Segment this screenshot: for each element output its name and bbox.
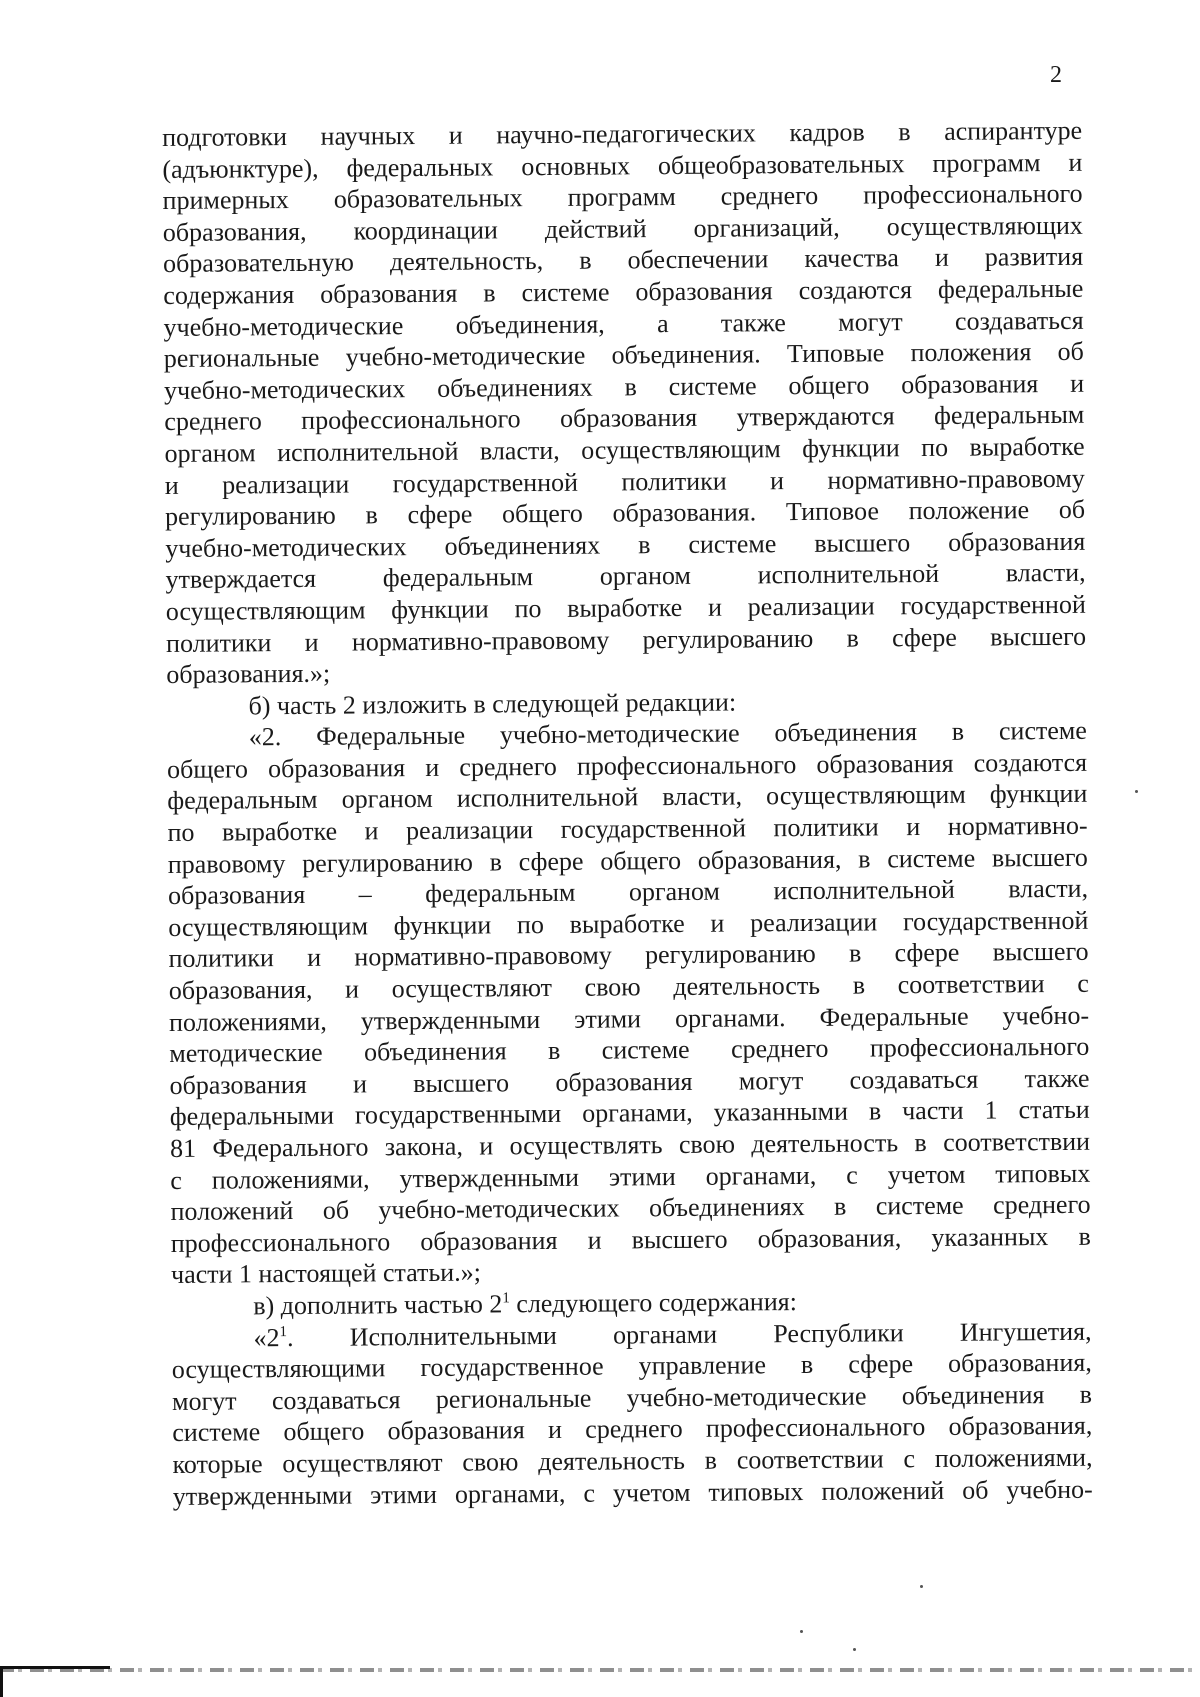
text-line: учебно-методические объединения, а также могут создаваться: [163, 305, 1084, 342]
text-line: образования и высшего образования могут создаваться также: [169, 1063, 1090, 1100]
text-line: политики и нормативно-правовому регулированию в сфере высшего: [168, 937, 1089, 974]
scan-edge-mark: [0, 1666, 110, 1669]
text-line: и реализации государственной политики и нормативно-правовому: [164, 463, 1085, 500]
scan-edge-line: [0, 1668, 1200, 1672]
text-line: регулированию в сфере общего образования. Типовое положение об: [164, 494, 1086, 532]
superscript: 1: [502, 1290, 510, 1307]
scan-speck: [853, 1648, 856, 1651]
text-line: (адъюнктуре), федеральных основных общеобразовательных программ и: [162, 147, 1083, 184]
text-line: примерных образовательных программ среднего профессионального: [162, 178, 1083, 216]
text-line: б) часть 2 изложить в следующей редакции:: [248, 687, 737, 721]
text-line: положений об учебно-методических объединениях в системе среднего: [170, 1189, 1091, 1227]
text-line: учебно-методических объединениях в системе общего образования и: [163, 368, 1085, 405]
text-line: 81 Федерального закона, и осуществлять свою деятельность в соответствии: [169, 1126, 1091, 1163]
scan-corner-mark: [0, 1666, 3, 1697]
text-line: федеральными государственными органами, указанными в части 1 статьи: [169, 1095, 1090, 1132]
text-line: «2. Федеральные учебно-методические объединения в системе: [248, 716, 1087, 752]
text-line: по выработке и реализации государственной политики и нормативно-: [167, 810, 1088, 848]
text-line: положениями, утвержденными этими органами. Федеральные учебно-: [168, 1000, 1090, 1037]
text-line: образовательную деятельность, в обеспечении качества и развития: [163, 242, 1084, 279]
text-line: могут создаваться региональные учебно-методические объединения в: [171, 1379, 1093, 1416]
scan-speck: [920, 1585, 923, 1588]
text-line: региональные учебно-методические объединения. Типовые положения об: [163, 336, 1084, 374]
text-line: осуществляющим функции по выработке и реализации государственной: [165, 589, 1086, 626]
text-line: содержания образования в системе образования создаются федеральные: [163, 273, 1084, 310]
text-fragment: «2: [253, 1322, 280, 1352]
text-line: образования, координации действий организаций, осуществляющих: [162, 210, 1083, 247]
text-fragment: . Исполнительными органами Республики Ингушетия,: [286, 1316, 1092, 1352]
scan-speck: [1135, 790, 1138, 793]
text-line: общего образования и среднего профессионального образования создаются: [166, 747, 1088, 784]
text-line: органом исполнительной власти, осуществляющим функции по выработке: [164, 431, 1085, 468]
text-line: образования, и осуществляют свою деятельность в соответствии с: [168, 968, 1089, 1006]
body-text: [162, 115, 1093, 1512]
text-line: профессионального образования и высшего образования, указанных в: [170, 1221, 1091, 1258]
text-line: которые осуществляют свою деятельность в соответствии с положениями,: [172, 1442, 1093, 1479]
text-line: системе общего образования и среднего профессионального образования,: [172, 1411, 1093, 1448]
text-line: части 1 настоящей статьи.»;: [170, 1257, 482, 1290]
superscript: 1: [279, 1323, 288, 1340]
text-line: образования – федеральным органом исполнительной власти,: [167, 874, 1089, 911]
text-line: осуществляющим функции по выработке и реализации государственной: [168, 905, 1089, 942]
page-number: 2: [1050, 62, 1062, 88]
text-line: утвержденными этими органами, с учетом типовых положений об учебно-: [172, 1474, 1093, 1511]
text-line: федеральным органом исполнительной власти, осуществляющим функции: [167, 779, 1088, 816]
text-line: образования.»;: [166, 658, 331, 690]
text-fragment: в) дополнить частью 2: [253, 1289, 503, 1321]
text-line: среднего профессионального образования утверждаются федеральным: [164, 400, 1085, 437]
text-line: утверждается федеральным органом исполнительной власти,: [165, 558, 1086, 595]
text-line: политики и нормативно-правовому регулированию в сфере высшего: [165, 621, 1087, 658]
text-line: осуществляющими государственное управление в сфере образования,: [171, 1347, 1092, 1385]
text-line: методические объединения в системе среднего профессионального: [169, 1031, 1090, 1069]
scan-speck: [800, 1630, 803, 1633]
text-fragment: следующего содержания:: [516, 1287, 797, 1319]
text-line: учебно-методических объединениях в системе высшего образования: [165, 526, 1086, 563]
text-line: правовому регулированию в сфере общего образования, в системе высшего: [167, 842, 1088, 879]
text-line: с положениями, утвержденными этими органами, с учетом типовых: [170, 1158, 1091, 1195]
text-line: подготовки научных и научно-педагогических кадров в аспирантуре: [162, 115, 1083, 152]
